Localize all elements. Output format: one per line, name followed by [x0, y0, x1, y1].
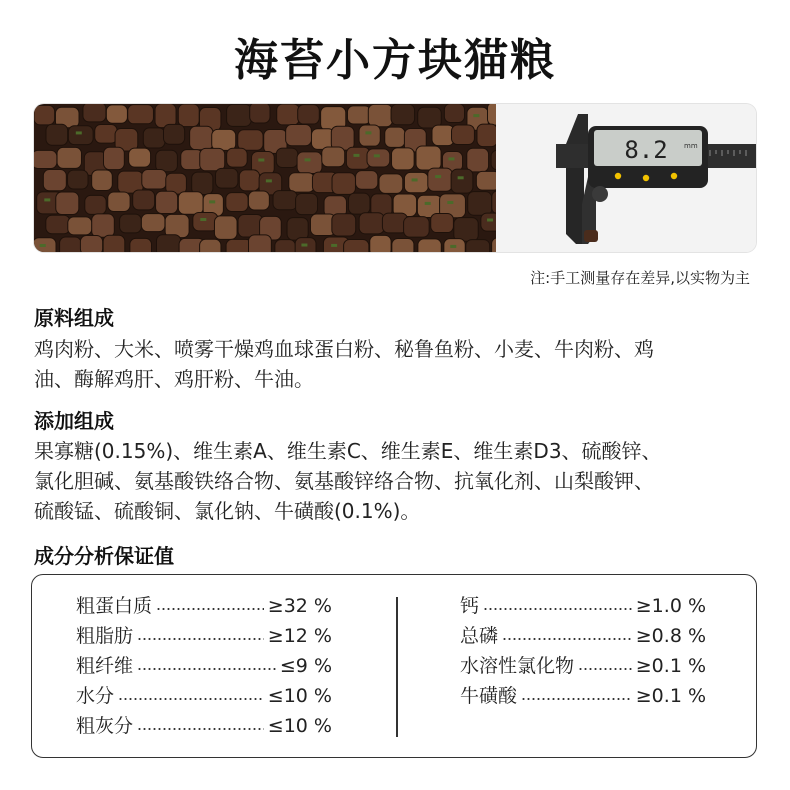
- nutrient-label: 总磷: [460, 625, 499, 647]
- kibble-piece: [178, 192, 203, 215]
- kibble-piece: [275, 240, 296, 252]
- nutrient-value: ≤10 %: [267, 715, 332, 737]
- kibble-piece: [332, 173, 355, 195]
- leader-dots: [118, 698, 264, 700]
- seaweed-fleck: [40, 244, 46, 247]
- kibble-piece: [385, 127, 405, 147]
- seaweed-fleck: [301, 244, 307, 247]
- caliper-photo: [496, 104, 756, 252]
- seaweed-fleck: [365, 131, 371, 134]
- kibble-piece: [452, 125, 475, 145]
- kibble-piece: [444, 104, 464, 123]
- kibble-piece: [487, 104, 496, 125]
- kibble-piece: [431, 214, 454, 233]
- kibble-piece: [404, 172, 428, 192]
- kibble-piece: [163, 124, 184, 144]
- kibble-piece: [68, 170, 88, 189]
- seaweed-fleck: [44, 198, 50, 201]
- analysis-row: [460, 591, 706, 621]
- seaweed-fleck: [458, 176, 464, 179]
- kibble-piece: [178, 104, 199, 127]
- kibble-piece: [156, 235, 180, 252]
- kibble-piece: [80, 235, 102, 252]
- leader-dots: [521, 698, 632, 700]
- kibble-piece: [165, 214, 189, 237]
- kibble-piece: [248, 235, 271, 252]
- seaweed-fleck: [353, 154, 359, 157]
- kibble-piece: [68, 217, 92, 235]
- kibble-piece: [391, 104, 415, 125]
- nutrient-label: 粗纤维: [76, 655, 134, 677]
- kibble-piece: [348, 193, 369, 214]
- kibble-piece: [200, 239, 221, 252]
- measured-kibble: [584, 230, 598, 242]
- kibble-piece: [276, 148, 297, 167]
- kibble-piece: [106, 105, 127, 123]
- kibble-piece: [92, 214, 115, 237]
- nutrient-value: ≤9 %: [279, 655, 332, 677]
- kibble-piece: [238, 130, 263, 150]
- kibble-piece: [190, 126, 213, 149]
- additives-line: 硫酸锰、硫酸铜、氯化钠、牛磺酸(0.1%)。: [34, 499, 421, 523]
- ingredients-heading: 原料组成: [34, 306, 114, 330]
- analysis-row: [460, 681, 706, 711]
- kibble-piece: [143, 128, 165, 148]
- ingredients-text: [34, 334, 764, 394]
- seaweed-fleck: [447, 201, 453, 204]
- kibble-piece: [103, 235, 125, 252]
- kibble-piece: [392, 148, 415, 170]
- kibble-piece: [468, 192, 492, 216]
- column-divider: [396, 597, 398, 737]
- kibble-piece: [451, 169, 473, 193]
- nutrient-value: ≥1.0 %: [635, 595, 706, 617]
- kibble-photo: [34, 104, 496, 252]
- leader-dots: [483, 608, 632, 610]
- kibble-piece: [367, 149, 390, 167]
- leader-dots: [137, 638, 264, 640]
- measurement-note: 注:手工测量存在差异,以实物为主: [530, 269, 750, 287]
- caliper-unit: mm: [684, 142, 698, 150]
- kibble-piece: [370, 235, 391, 252]
- kibble-piece: [227, 104, 252, 126]
- ingredients-line: 油、酶解鸡肝、鸡肝粉、牛油。: [34, 367, 314, 391]
- page-title: 海苔小方块猫粮: [234, 35, 556, 86]
- kibble-piece: [476, 171, 496, 190]
- analysis-row: [76, 651, 332, 681]
- kibble-piece: [227, 148, 248, 167]
- analysis-row: [76, 711, 332, 741]
- kibble-piece: [214, 216, 237, 240]
- kibble-piece: [46, 124, 68, 145]
- leader-dots: [502, 638, 632, 640]
- guaranteed-analysis-table: [31, 574, 757, 758]
- kibble-piece: [289, 173, 315, 192]
- kibble-piece: [332, 214, 356, 236]
- kibble-piece: [92, 170, 113, 190]
- kibble-piece: [239, 170, 259, 191]
- kibble-piece: [130, 238, 152, 252]
- kibble-piece: [481, 213, 496, 231]
- kibble-piece: [297, 152, 322, 174]
- kibble-piece: [43, 170, 66, 191]
- kibble-piece: [133, 190, 155, 210]
- kibble-piece: [68, 126, 93, 145]
- ingredients-line: 鸡肉粉、大米、喷雾干燥鸡血球蛋白粉、秘鲁鱼粉、小麦、牛肉粉、鸡: [34, 337, 654, 361]
- seaweed-fleck: [200, 218, 206, 221]
- kibble-piece: [83, 104, 106, 122]
- kibble-piece: [359, 125, 380, 146]
- leader-dots: [137, 668, 276, 670]
- analysis-row: [460, 651, 706, 681]
- kibble-piece: [286, 124, 312, 145]
- caliper-button-icon: [671, 173, 677, 179]
- kibble-piece: [273, 191, 297, 210]
- seaweed-fleck: [412, 178, 418, 181]
- nutrient-label: 粗脂肪: [76, 625, 134, 647]
- kibble-piece: [212, 129, 236, 150]
- kibble-piece: [129, 148, 151, 167]
- analysis-row: [76, 621, 332, 651]
- nutrient-value: ≥32 %: [267, 595, 332, 617]
- caliper-button-icon: [615, 173, 621, 179]
- kibble-piece: [60, 237, 81, 252]
- kibble-piece: [454, 218, 478, 242]
- kibble-piece: [467, 148, 489, 172]
- kibble-piece: [56, 192, 79, 215]
- kibble-piece: [359, 213, 384, 234]
- nutrient-value: ≥0.1 %: [635, 685, 706, 707]
- kibble-piece: [250, 104, 270, 123]
- seaweed-fleck: [487, 218, 493, 221]
- additives-line: 氯化胆碱、氨基酸铁络合物、氨基酸锌络合物、抗氧化剂、山梨酸钾、: [34, 469, 654, 493]
- kibble-piece: [156, 191, 178, 213]
- kibble-piece: [57, 147, 81, 168]
- kibble-piece: [141, 214, 165, 232]
- kibble-piece: [346, 147, 370, 169]
- caliper-reading: 8.2: [624, 136, 668, 164]
- kibble-piece: [392, 239, 414, 252]
- kibble-piece: [120, 214, 142, 233]
- kibble-piece: [248, 191, 269, 210]
- seaweed-fleck: [258, 159, 264, 162]
- kibble-piece: [95, 125, 117, 144]
- analysis-row: [76, 591, 332, 621]
- nutrient-value: ≤10 %: [267, 685, 332, 707]
- nutrient-value: ≥12 %: [267, 625, 332, 647]
- seaweed-fleck: [266, 179, 272, 182]
- nutrient-value: ≥0.1 %: [635, 655, 706, 677]
- nutrient-label: 粗灰分: [76, 715, 134, 737]
- kibble-piece: [200, 148, 225, 170]
- seaweed-fleck: [331, 244, 337, 247]
- kibble-piece: [192, 172, 213, 194]
- additives-heading: 添加组成: [34, 409, 114, 433]
- kibble-piece: [347, 106, 370, 124]
- kibble-piece: [277, 104, 300, 125]
- kibble-piece: [104, 147, 125, 169]
- kibble-piece: [296, 194, 318, 215]
- kibble-piece: [142, 170, 167, 190]
- kibble-piece: [416, 146, 441, 170]
- kibble-piece: [418, 239, 441, 252]
- leader-dots: [156, 608, 264, 610]
- nutrient-label: 水分: [76, 685, 115, 707]
- seaweed-fleck: [448, 157, 454, 160]
- kibble-piece: [108, 192, 130, 211]
- kibble-piece: [356, 171, 378, 190]
- seaweed-fleck: [76, 131, 82, 134]
- kibble-piece: [404, 217, 430, 237]
- kibble-piece: [128, 105, 154, 124]
- kibble-piece: [156, 150, 178, 172]
- kibble-piece: [34, 105, 55, 124]
- nutrient-label: 水溶性氯化物: [460, 655, 575, 677]
- analysis-row: [460, 621, 706, 651]
- kibble-piece: [298, 105, 320, 124]
- kibble-piece: [379, 174, 403, 193]
- kibble-piece: [216, 168, 238, 188]
- additives-line: 果寡糖(0.15%)、维生素A、维生素C、维生素E、维生素D3、硫酸锌、: [34, 439, 662, 463]
- kibble-piece: [428, 168, 452, 191]
- seaweed-fleck: [473, 114, 479, 117]
- analysis-heading: 成分分析保证值: [34, 544, 174, 568]
- seaweed-fleck: [209, 200, 215, 203]
- additives-text: [34, 436, 764, 526]
- leader-dots: [137, 728, 264, 730]
- kibble-piece: [226, 193, 248, 212]
- seaweed-fleck: [435, 175, 441, 178]
- product-photo-strip: [34, 104, 756, 252]
- leader-dots: [578, 668, 632, 670]
- kibble-piece: [85, 195, 106, 214]
- kibble-piece: [322, 147, 345, 167]
- kibble-piece: [344, 240, 369, 252]
- kibble-piece: [477, 124, 496, 146]
- analysis-row: [76, 681, 332, 711]
- kibble-piece: [34, 150, 57, 168]
- kibble-piece: [46, 215, 70, 234]
- nutrient-value: ≥0.8 %: [635, 625, 706, 647]
- kibble-piece: [287, 218, 308, 241]
- kibble-piece: [466, 240, 490, 252]
- caliper-button-icon: [643, 175, 649, 181]
- seaweed-fleck: [450, 245, 456, 248]
- kibble-piece: [368, 104, 392, 126]
- seaweed-fleck: [374, 154, 380, 157]
- kibble-piece: [432, 125, 454, 146]
- nutrient-label: 粗蛋白质: [76, 595, 153, 617]
- nutrient-label: 牛磺酸: [460, 685, 518, 707]
- seaweed-fleck: [305, 158, 311, 161]
- nutrient-label: 钙: [460, 595, 480, 617]
- seaweed-fleck: [425, 202, 431, 205]
